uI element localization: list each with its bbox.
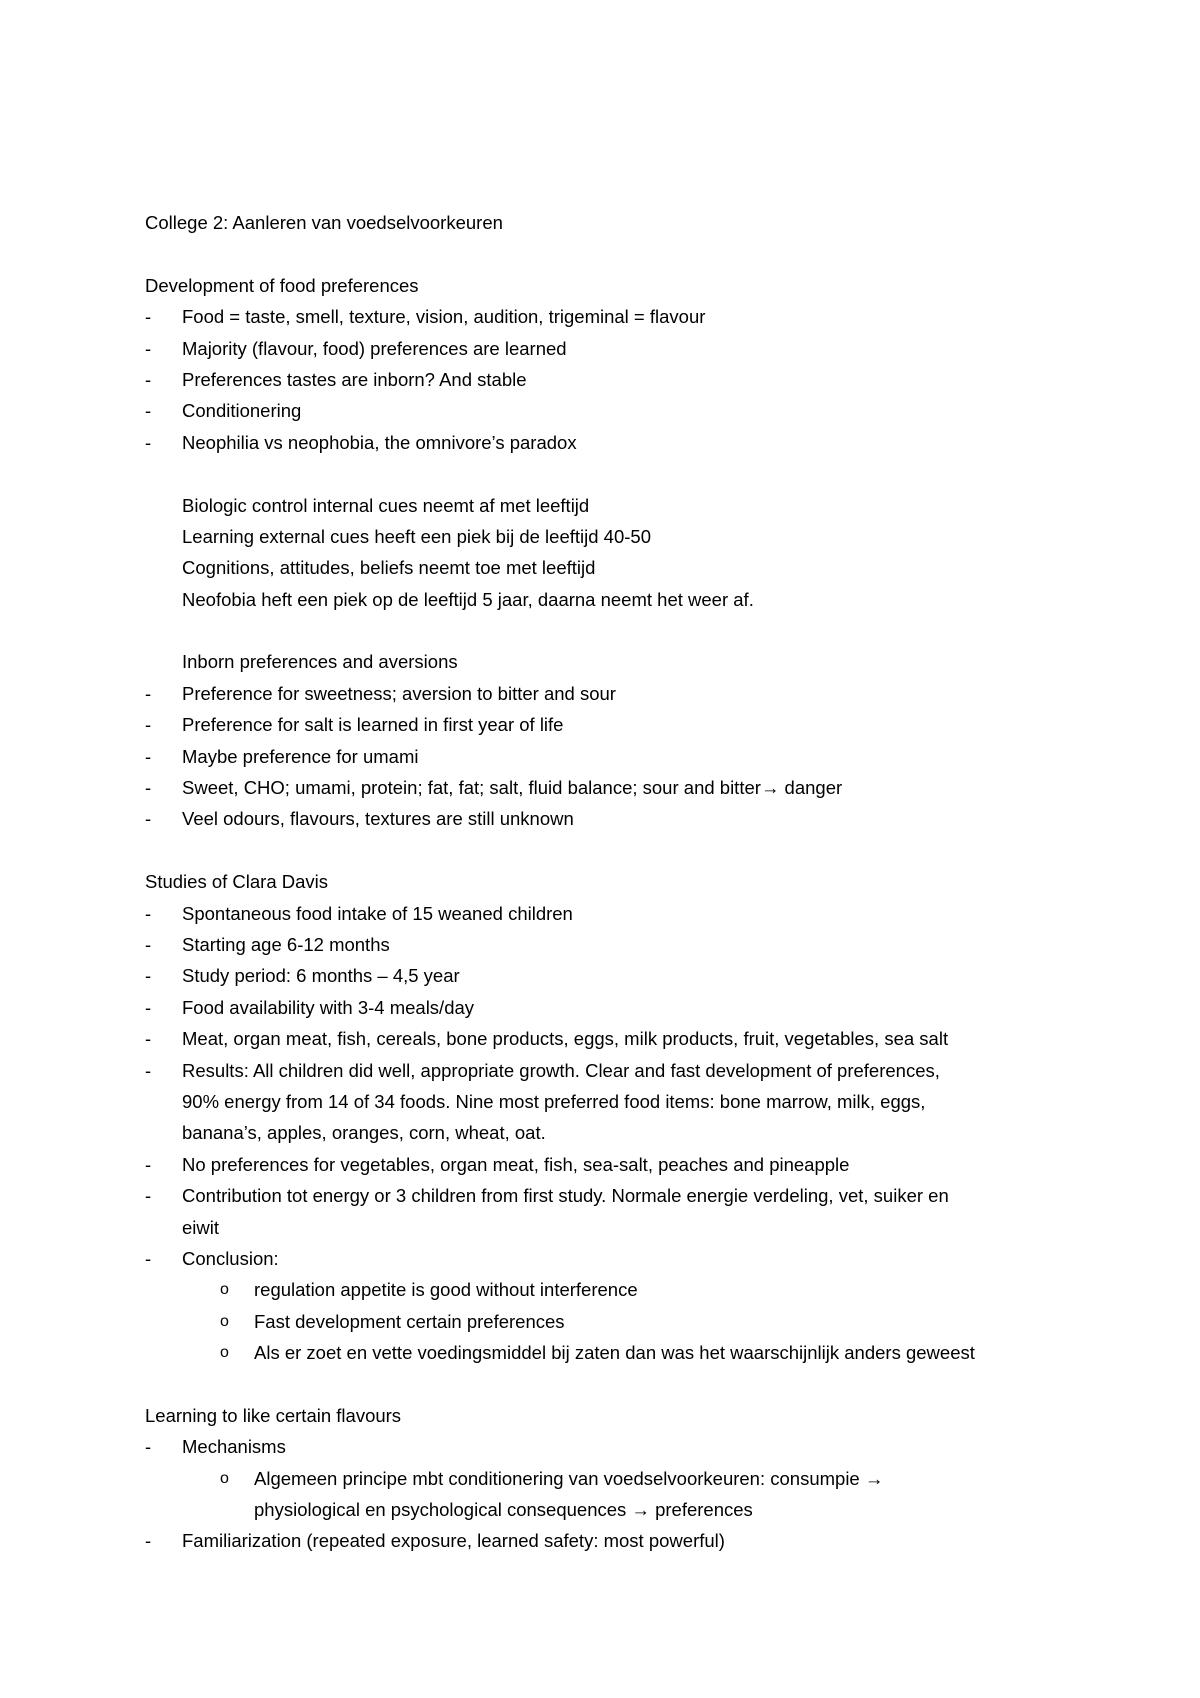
list-item-text: Maybe preference for umami <box>182 745 419 767</box>
list-item-text: Familiarization (repeated exposure, learned safety: most powerful) <box>182 1530 725 1552</box>
dash-bullet: - <box>145 1153 152 1175</box>
dash-bullet: - <box>145 933 152 955</box>
dash-bullet: - <box>145 682 152 704</box>
list-item <box>145 395 1145 426</box>
list-item <box>145 1431 1145 1462</box>
list-item <box>145 1149 1145 1180</box>
list-item <box>145 333 1145 364</box>
list-item-text: Conclusion: <box>182 1247 279 1269</box>
dash-bullet: - <box>145 1436 152 1458</box>
sub-list-item-text: Algemeen principe mbt conditionering van voedselvoorkeuren: consumpie → <box>254 1467 884 1489</box>
document-page <box>145 207 1145 1557</box>
list-item <box>145 741 1145 772</box>
note-line: Neofobia heft een piek op de leeftijd 5 jaar, daarna neemt het weer af. <box>182 588 754 610</box>
sub-list-item-text: Fast development certain preferences <box>254 1310 565 1332</box>
list-item-continuation: eiwit <box>182 1216 220 1238</box>
sub-list-item-continuation: physiological en psychological consequences → preferences <box>254 1499 753 1521</box>
list-item-text: Preferences tastes are inborn? And stable <box>182 368 527 390</box>
list-item-text: Conditionering <box>182 400 302 422</box>
list-item <box>145 803 1145 834</box>
list-item <box>145 364 1145 395</box>
section-heading: Learning to like certain flavours <box>145 1404 402 1426</box>
list-item <box>145 992 1145 1023</box>
circle-bullet: o <box>220 1281 229 1299</box>
sub-list-item-text: regulation appetite is good without interference <box>254 1279 638 1301</box>
dash-bullet: - <box>145 1247 152 1269</box>
list-item <box>145 898 1145 929</box>
circle-bullet: o <box>220 1312 229 1330</box>
dash-bullet: - <box>145 996 152 1018</box>
list-item-text: Preference for sweetness; aversion to bitter and sour <box>182 682 616 704</box>
list-item-text: Mechanisms <box>182 1436 286 1458</box>
circle-bullet: o <box>220 1344 229 1362</box>
dash-bullet: - <box>145 1028 152 1050</box>
note-line: Biologic control internal cues neemt af met leeftijd <box>182 494 590 516</box>
list-item <box>145 709 1145 740</box>
sub-list-item <box>145 1337 1145 1368</box>
list-item <box>145 1055 1145 1086</box>
list-item-text: Meat, organ meat, fish, cereals, bone products, eggs, milk products, fruit, vegetables, sea salt <box>182 1028 949 1050</box>
sub-list-item <box>145 1306 1145 1337</box>
list-item <box>145 427 1145 458</box>
list-item-continuation: 90% energy from 14 of 34 foods. Nine most preferred food items: bone marrow, milk, eggs, <box>182 1090 926 1112</box>
list-item-continuation: banana’s, apples, oranges, corn, wheat, oat. <box>182 1122 546 1144</box>
list-item-text: Food = taste, smell, texture, vision, audition, trigeminal = flavour <box>182 306 706 328</box>
dash-bullet: - <box>145 965 152 987</box>
dash-bullet: - <box>145 337 152 359</box>
note-line: Learning external cues heeft een piek bij de leeftijd 40-50 <box>182 525 651 547</box>
list-item-text: Majority (flavour, food) preferences are learned <box>182 337 567 359</box>
dash-bullet: - <box>145 306 152 328</box>
list-item <box>145 301 1145 332</box>
sub-list-item <box>145 1274 1145 1305</box>
dash-bullet: - <box>145 1185 152 1207</box>
list-item <box>145 960 1145 991</box>
subsection-heading: Inborn preferences and aversions <box>182 651 458 673</box>
list-item <box>145 1525 1145 1556</box>
section-heading: Development of food preferences <box>145 274 419 296</box>
list-item-text: Veel odours, flavours, textures are still unknown <box>182 808 574 830</box>
list-item-text: Sweet, CHO; umami, protein; fat, fat; salt, fluid balance; sour and bitter→ danger <box>182 777 843 799</box>
list-item-text: Preference for salt is learned in first year of life <box>182 714 564 736</box>
list-item <box>145 678 1145 709</box>
dash-bullet: - <box>145 1530 152 1552</box>
list-item-text: Study period: 6 months – 4,5 year <box>182 965 460 987</box>
list-item-text: Spontaneous food intake of 15 weaned children <box>182 902 573 924</box>
list-item <box>145 1243 1145 1274</box>
dash-bullet: - <box>145 400 152 422</box>
list-item <box>145 1180 1145 1211</box>
document-title: College 2: Aanleren van voedselvoorkeuren <box>145 212 503 233</box>
dash-bullet: - <box>145 1059 152 1081</box>
section-heading: Studies of Clara Davis <box>145 871 329 893</box>
list-item-text: Starting age 6-12 months <box>182 933 390 955</box>
dash-bullet: - <box>145 714 152 736</box>
list-item-text: Results: All children did well, appropriate growth. Clear and fast development of preferences, <box>182 1059 940 1081</box>
sub-list-item <box>145 1463 1145 1494</box>
dash-bullet: - <box>145 368 152 390</box>
list-item-text: Neophilia vs neophobia, the omnivore’s paradox <box>182 431 577 453</box>
list-item <box>145 929 1145 960</box>
list-item-text: Food availability with 3-4 meals/day <box>182 996 475 1018</box>
list-item-text: Contribution tot energy or 3 children from first study. Normale energie verdeling, vet, suiker en <box>182 1185 949 1207</box>
dash-bullet: - <box>145 431 152 453</box>
list-item <box>145 772 1145 803</box>
list-item <box>145 1023 1145 1054</box>
sub-list-item-text: Als er zoet en vette voedingsmiddel bij zaten dan was het waarschijnlijk anders geweest <box>254 1342 975 1364</box>
note-line: Cognitions, attitudes, beliefs neemt toe met leeftijd <box>182 557 596 579</box>
dash-bullet: - <box>145 745 152 767</box>
dash-bullet: - <box>145 902 152 924</box>
dash-bullet: - <box>145 808 152 830</box>
dash-bullet: - <box>145 777 152 799</box>
list-item-text: No preferences for vegetables, organ meat, fish, sea-salt, peaches and pineapple <box>182 1153 850 1175</box>
circle-bullet: o <box>220 1469 229 1487</box>
